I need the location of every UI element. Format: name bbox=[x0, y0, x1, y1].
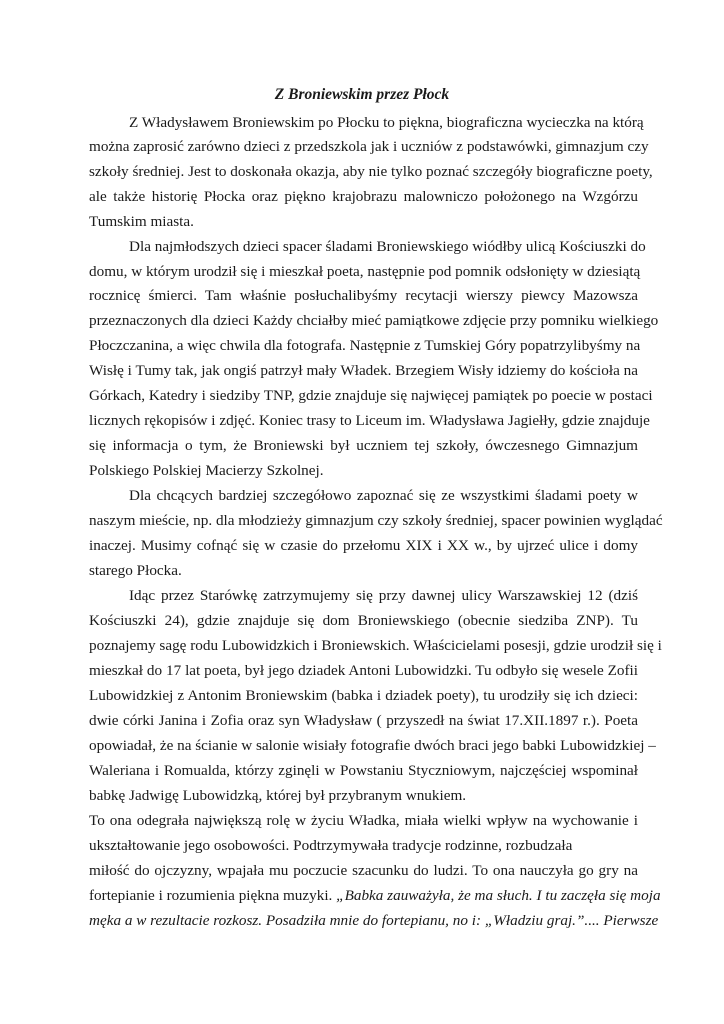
text-line: To ona odegrała największą rolę w życiu Władka, miała wielki wpływ na wychowanie i bbox=[89, 812, 638, 829]
text-line: ukształtowanie jego osobowości. Podtrzymywała tradycje rodzinne, rozbudzała bbox=[89, 837, 573, 854]
text-line: się informacja o tym, że Broniewski był uczniem tej szkoły, ówczesnego Gimnazjum bbox=[89, 437, 638, 454]
text-line-plain: fortepianie i rozumienia piękna muzyki. bbox=[89, 887, 337, 904]
text-line: licznych rękopisów i zdjęć. Koniec trasy to Liceum im. Władysława Jagiełły, gdzie znajduje bbox=[89, 412, 650, 429]
text-line: ale także historię Płocka oraz piękno krajobrazu malowniczo położonego na Wzgórzu bbox=[89, 188, 638, 205]
text-line: Z Władysławem Broniewskim po Płocku to piękna, biograficzna wycieczka na którą bbox=[129, 114, 644, 131]
text-line: rocznicę śmierci. Tam właśnie posłuchalibyśmy recytacji wierszy piewcy Mazowsza bbox=[89, 287, 638, 304]
text-line: Lubowidzkiej z Antonim Broniewskim (babka i dziadek poety), tu urodziły się ich dzieci: bbox=[89, 687, 638, 704]
text-line: Tumskim miasta. bbox=[89, 213, 194, 230]
text-line: opowiadał, że na ścianie w salonie wisiały fotografie dwóch braci jego babki Lubowidzkiej – bbox=[89, 737, 656, 754]
text-line: babkę Jadwigę Lubowidzką, której był przybranym wnukiem. bbox=[89, 787, 467, 804]
text-line: domu, w którym urodził się i mieszkał poeta, następnie pod pomnik odsłonięty w dziesiątą bbox=[89, 263, 641, 280]
document-title: Z Broniewskim przez Płock bbox=[274, 86, 450, 103]
text-line: Dla najmłodszych dzieci spacer śladami Broniewskiego wiódłby ulicą Kościuszki do bbox=[129, 238, 646, 255]
text-line: Waleriana i Romualda, którzy zginęli w Powstaniu Styczniowym, najczęściej wspominał bbox=[89, 762, 638, 779]
text-line: starego Płocka. bbox=[89, 562, 182, 579]
text-line: poznajemy sagę rodu Lubowidzkich i Broniewskich. Właścicielami posesji, gdzie urodził się i bbox=[89, 637, 662, 654]
text-line: Dla chcących bardziej szczegółowo zapoznać się ze wszystkimi śladami poety w bbox=[129, 487, 638, 504]
text-line: przeznaczonych dla dzieci Każdy chciałby mieć pamiątkowe zdjęcie przy pomniku wielkiego bbox=[89, 312, 659, 329]
text-line bbox=[89, 884, 661, 908]
text-line: mieszkał do 17 lat poeta, był jego dziadek Antoni Lubowidzki. Tu odbyło się wesele Zofii bbox=[89, 662, 638, 679]
quote-text: „Babka zauważyła, że ma słuch. I tu zaczęła się moja bbox=[336, 887, 661, 904]
text-line: inaczej. Musimy cofnąć się w czasie do przełomu XIX i XX w., by ujrzeć ulice i domy bbox=[89, 537, 638, 554]
text-line: Polskiego Polskiej Macierzy Szkolnej. bbox=[89, 462, 324, 479]
text-line: Idąc przez Starówkę zatrzymujemy się przy dawnej ulicy Warszawskiej 12 (dziś bbox=[129, 587, 638, 604]
text-line: Kościuszki 24), gdzie znajduje się dom Broniewskiego (obecnie siedziba ZNP). Tu bbox=[89, 612, 638, 629]
text-line: można zaprosić zarówno dzieci z przedszkola jak i uczniów z podstawówki, gimnazjum czy bbox=[89, 138, 649, 155]
text-line: naszym mieście, np. dla młodzieży gimnazjum czy szkoły średniej, spacer powinien wyglądać bbox=[89, 512, 663, 529]
text-line: Wisłę i Tumy tak, jak ongiś patrzył mały Władek. Brzegiem Wisły idziemy do kościoła na bbox=[89, 362, 638, 379]
text-line: Płoczczanina, a więc chwila dla fotografa. Następnie z Tumskiej Góry popatrzylibyśmy na bbox=[89, 337, 641, 354]
text-line: Górkach, Katedry i siedziby TNP, gdzie znajduje się najwięcej pamiątek po poecie w postaci bbox=[89, 387, 653, 404]
quote-line: męka a w rezultacie rozkosz. Posadziła mnie do fortepianu, no i: „Władziu graj.”.... Pierwsze bbox=[89, 912, 659, 929]
text-line: miłość do ojczyzny, wpajała mu poczucie szacunku do ludzi. To ona nauczyła go gry na bbox=[89, 862, 638, 879]
text-line: szkoły średniej. Jest to doskonała okazja, aby nie tylko poznać szczegóły biograficzne poety, bbox=[89, 163, 653, 180]
text-line: dwie córki Janina i Zofia oraz syn Władysław ( przyszedł na świat 17.XII.1897 r.). Poeta bbox=[89, 712, 638, 729]
